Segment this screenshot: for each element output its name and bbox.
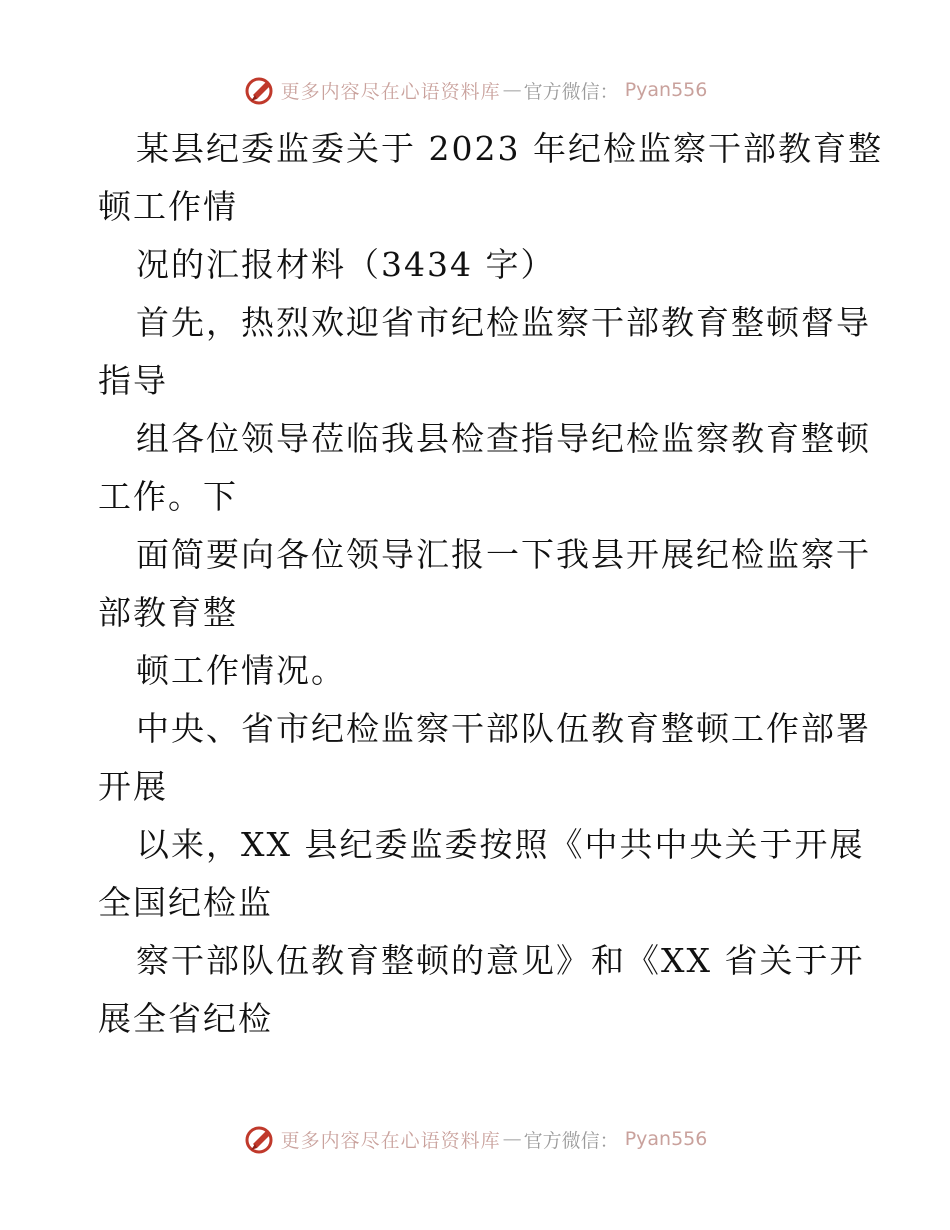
body-line-5: 指导 xyxy=(98,361,168,400)
body-line-6: 组各位领导莅临我县检查指导纪检监察教育整顿 xyxy=(136,419,871,458)
header-watermark xyxy=(0,70,950,110)
watermark-dash: — xyxy=(502,1128,522,1150)
body-line-3: 况的汇报材料（3434 字） xyxy=(136,245,556,284)
pen-swirl-logo-icon xyxy=(243,1122,277,1156)
watermark-site-text: 更多内容尽在心语资料库 xyxy=(280,1129,501,1152)
watermark-site-text: 更多内容尽在心语资料库 xyxy=(280,80,501,103)
watermark-wechat-label: 官方微信： xyxy=(523,1129,619,1152)
body-line-4: 首先，热烈欢迎省市纪检监察干部教育整顿督导 xyxy=(136,303,871,342)
body-line-15: 察干部队伍教育整顿的意见》和《XX 省关于开 xyxy=(136,941,865,980)
watermark-dash: — xyxy=(502,79,522,101)
watermark-wechat-id: Pyan556 xyxy=(624,1128,708,1150)
body-line-12: 开展 xyxy=(98,767,168,806)
body-line-8: 面简要向各位领导汇报一下我县开展纪检监察干 xyxy=(136,535,871,574)
body-line-2: 顿工作情 xyxy=(98,187,238,226)
body-line-9: 部教育整 xyxy=(98,593,238,632)
document-body xyxy=(98,120,883,1048)
watermark-wechat-label: 官方微信： xyxy=(523,80,619,103)
body-line-1: 某县纪委监委关于 2023 年纪检监察干部教育整 xyxy=(136,129,883,168)
body-line-10: 顿工作情况。 xyxy=(136,651,346,690)
body-line-7: 工作。下 xyxy=(98,477,238,516)
body-line-16: 展全省纪检 xyxy=(98,999,273,1038)
body-line-11: 中央、省市纪检监察干部队伍教育整顿工作部署 xyxy=(136,709,871,748)
body-line-13: 以来，XX 县纪委监委按照《中共中央关于开展 xyxy=(136,825,865,864)
pen-swirl-logo-icon xyxy=(243,73,277,107)
footer-watermark xyxy=(0,1119,950,1159)
watermark-wechat-id: Pyan556 xyxy=(624,79,708,101)
body-line-14: 全国纪检监 xyxy=(98,883,273,922)
